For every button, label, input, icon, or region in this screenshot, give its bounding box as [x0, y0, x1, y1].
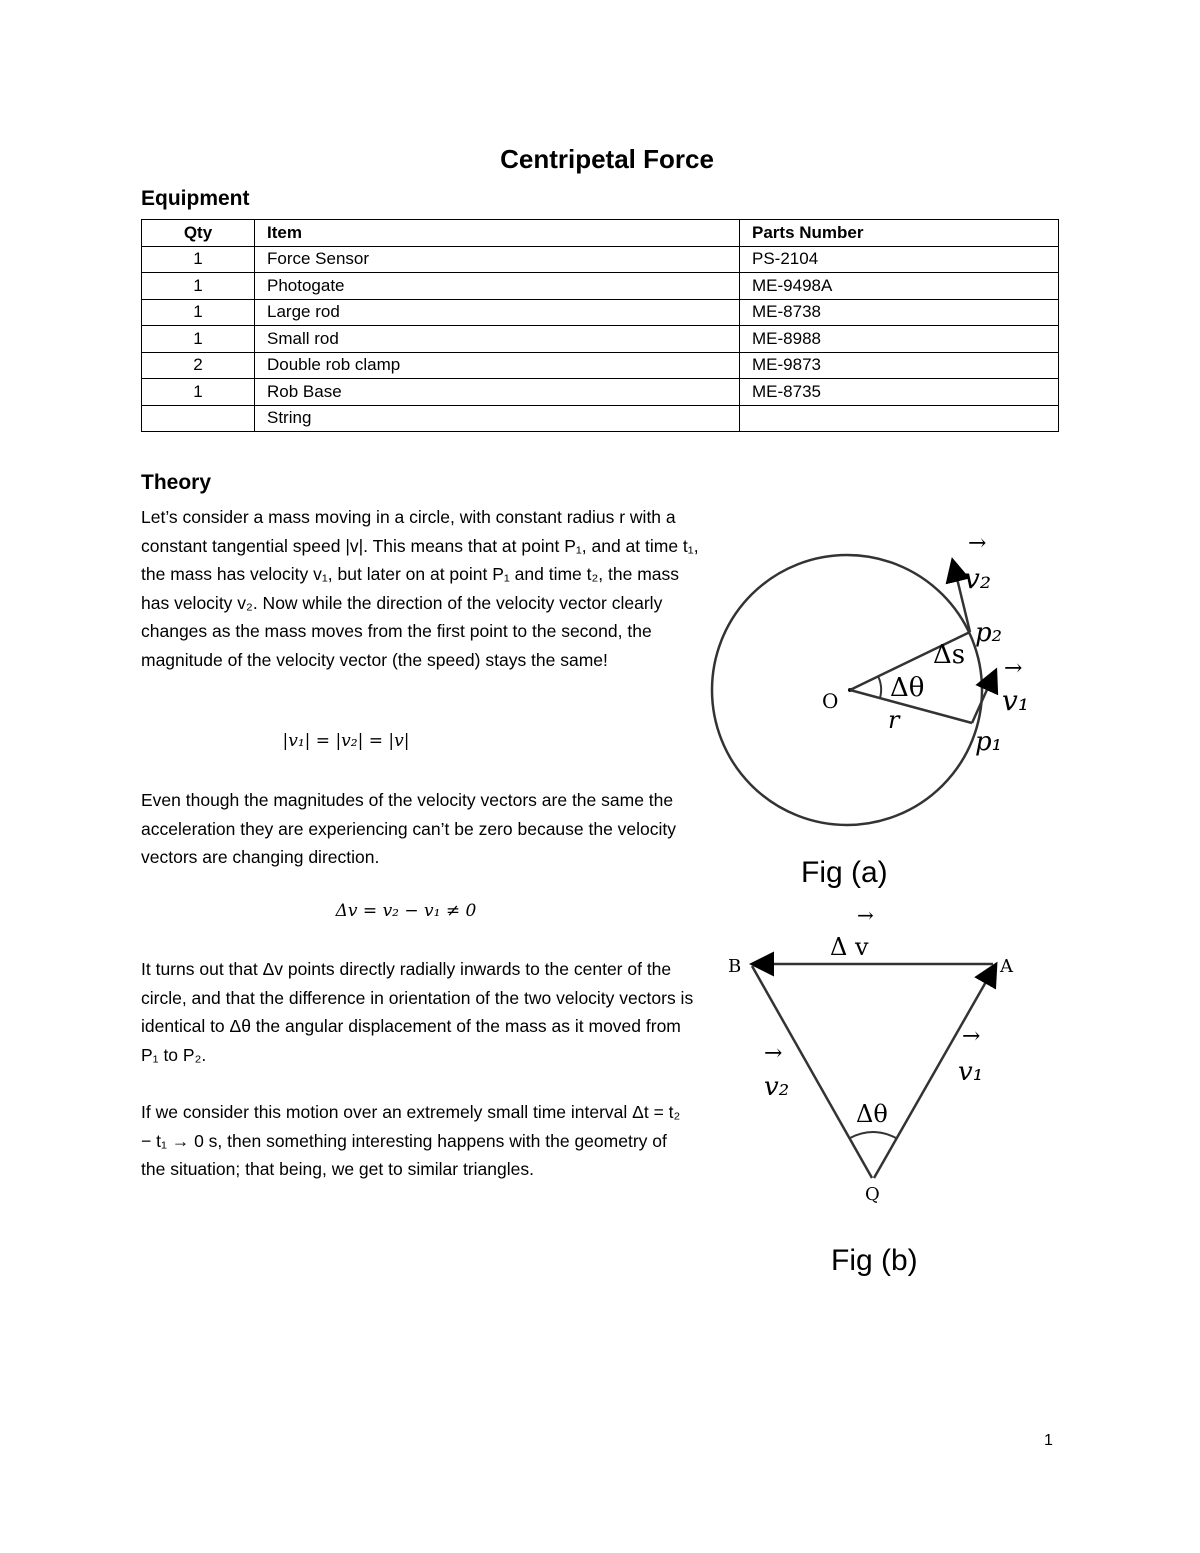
theory-paragraph-2: Even though the magnitudes of the velocity vectors are the same the acceleration they are experiencing can’t be zero because the velocity vectors are changing direction.: [141, 790, 677, 868]
item-cell: Double rob clamp: [255, 352, 740, 379]
radius-label: r: [888, 706, 900, 734]
table-row: [142, 352, 1059, 379]
p2-label: p₂: [975, 618, 1003, 648]
v2-arrow-label: →: [968, 531, 987, 556]
page-number: 1: [1044, 1432, 1053, 1449]
equipment-heading: Equipment: [141, 187, 250, 210]
figure-b-caption: Fig (b): [831, 1244, 918, 1277]
angle-label: Δθ: [890, 673, 925, 703]
vertex-b-label: B: [728, 956, 742, 977]
p1-label: p₁: [975, 727, 1003, 757]
parts-number-cell: ME-8988: [740, 326, 1059, 353]
column-header-parts-number: Parts Number: [740, 220, 1059, 247]
column-header-qty: Qty: [142, 220, 255, 247]
parts-number-cell: ME-8735: [740, 379, 1059, 406]
parts-number-cell: ME-9498A: [740, 273, 1059, 300]
table-row: [142, 246, 1059, 273]
center-label: O: [822, 689, 839, 713]
table-row: [142, 405, 1059, 432]
v1-arrow-label: →: [962, 1024, 981, 1049]
v1-vector: [972, 672, 995, 723]
arc-label: Δs: [933, 640, 966, 670]
item-cell: Rob Base: [255, 379, 740, 406]
v2-label: v₂: [764, 1072, 790, 1102]
item-cell: String: [255, 405, 740, 432]
v1-label: v₁: [958, 1057, 984, 1087]
qty-cell: 1: [142, 379, 255, 406]
qty-cell: 1: [142, 299, 255, 326]
equation-speed: |v₁| = |v₂| = |v|: [282, 731, 410, 751]
parts-number-cell: ME-9873: [740, 352, 1059, 379]
equation-delta-v: Δv = v₂ − v₁ ≠ 0: [335, 901, 477, 921]
table-row: [142, 379, 1059, 406]
vertex-a-label: A: [1000, 956, 1013, 977]
table-header-row: [142, 220, 1059, 247]
theory-paragraph-4: If we consider this motion over an extremely small time interval Δt = t₂ − t₁ → 0 s, then something interesting happens with the geometry of the situation; that being, we get to similar triangles.: [141, 1102, 681, 1180]
qty-cell: 1: [142, 326, 255, 353]
delta-v-arrow-label: →: [857, 903, 874, 927]
item-cell: Large rod: [255, 299, 740, 326]
qty-cell: [142, 405, 255, 432]
table-row: [142, 273, 1059, 300]
vertex-q-label: Q: [865, 1184, 880, 1205]
figure-a-diagram: [700, 520, 1060, 840]
qty-cell: 2: [142, 352, 255, 379]
v1-label: v₁: [1002, 684, 1030, 717]
qty-cell: 1: [142, 273, 255, 300]
parts-number-cell: PS-2104: [740, 246, 1059, 273]
figure-a-caption: Fig (a): [801, 856, 888, 889]
item-cell: Force Sensor: [255, 246, 740, 273]
qty-cell: 1: [142, 246, 255, 273]
table-row: [142, 326, 1059, 353]
angle-label: Δθ: [856, 1100, 888, 1128]
theory-paragraph-1: Let’s consider a mass moving in a circle, with constant radius r with a constant tangential speed |v|. This means that at point P₁, and at time t₁, the mass has velocity v₁, but later on at point P₁ and time t₂, the mass has velocity v₂. Now while the direction of the velocity vector clearly changes as the mass moves from the first point to the second, the magnitude of the velocity vector (the speed) stays the same!: [141, 507, 699, 670]
item-cell: Small rod: [255, 326, 740, 353]
theory-paragraph-3: It turns out that Δv points directly radially inwards to the center of the circle, and that the difference in orientation of the two velocity vectors is identical to Δθ the angular displacement of the mass as it moved from P₁ to P₂.: [141, 959, 694, 1065]
item-cell: Photogate: [255, 273, 740, 300]
theory-heading: Theory: [141, 471, 212, 494]
column-header-item: Item: [255, 220, 740, 247]
page-title: Centripetal Force: [500, 144, 714, 174]
v2-arrow-label: →: [764, 1041, 783, 1066]
equipment-table: [141, 219, 1059, 432]
circle-path: [712, 555, 982, 825]
parts-number-cell: ME-8738: [740, 299, 1059, 326]
v2-label: v₂: [964, 562, 992, 595]
figure-b-diagram: [700, 900, 1060, 1220]
parts-number-cell: [740, 405, 1059, 432]
table-row: [142, 299, 1059, 326]
v1-arrow-label: →: [1004, 656, 1023, 681]
delta-v-label: Δ v: [830, 933, 869, 961]
